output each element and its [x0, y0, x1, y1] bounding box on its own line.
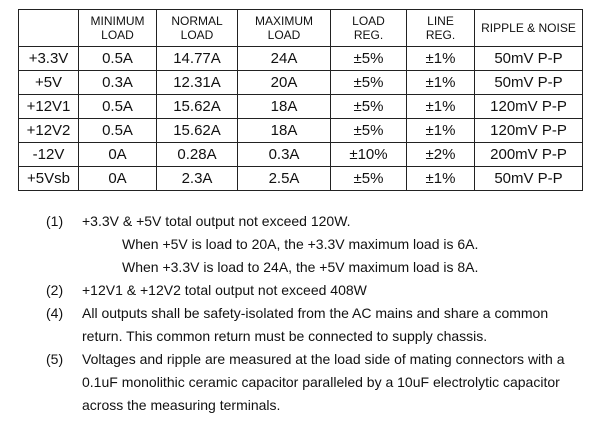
cell-min-load: 0.3A [79, 71, 157, 95]
note-subline: When +5V is load to 20A, the +3.3V maximum load is 6A. [122, 236, 479, 252]
cell-min-load: 0.5A [79, 119, 157, 143]
header-rail [19, 10, 79, 47]
cell-normal-load: 15.62A [157, 119, 238, 143]
cell-max-load: 2.5A [238, 167, 331, 191]
cell-min-load: 0.5A [79, 47, 157, 71]
note-text: All outputs shall be safety-isolated from the AC mains and share a common return. This common return must be connected to supply chassis. [82, 305, 549, 344]
cell-normal-load: 15.62A [157, 95, 238, 119]
cell-line-reg: ±1% [407, 47, 475, 71]
note-number: (1) [46, 213, 64, 229]
cell-min-load: 0A [79, 143, 157, 167]
cell-normal-load: 2.3A [157, 167, 238, 191]
cell-load-reg: ±5% [331, 119, 407, 143]
cell-ripple: 50mV P-P [475, 71, 583, 95]
note-text: Voltages and ripple are measured at the load side of mating connectors with a 0.1uF monolithic ceramic capacitor paralleled by a 10uF electrolytic capacitor across the measuring terminals. [82, 351, 565, 413]
cell-ripple: 120mV P-P [475, 95, 583, 119]
table-row [19, 95, 583, 119]
cell-ripple: 50mV P-P [475, 47, 583, 71]
note-text: +3.3V & +5V total output not exceed 120W. When +5V is load to 20A, the +3.3V maximum load is 6A. When +3.3V is load to 24A, the +5V maximum load is 8A. [82, 210, 594, 279]
cell-ripple: 200mV P-P [475, 143, 583, 167]
cell-max-load: 18A [238, 119, 331, 143]
header-normal-load: NORMAL LOAD [157, 10, 238, 47]
table-row [19, 119, 583, 143]
cell-normal-load: 12.31A [157, 71, 238, 95]
header-line-reg: LINE REG. [407, 10, 475, 47]
header-load-reg: LOAD REG. [331, 10, 407, 47]
note-number: (4) [46, 305, 64, 321]
cell-ripple: 50mV P-P [475, 167, 583, 191]
note-item [46, 302, 594, 348]
note-number: (2) [46, 282, 64, 298]
cell-normal-load: 0.28A [157, 143, 238, 167]
cell-load-reg: ±5% [331, 167, 407, 191]
cell-rail: +5Vsb [19, 167, 79, 191]
note-subline: When +3.3V is load to 24A, the +5V maximum load is 8A. [122, 259, 479, 275]
cell-max-load: 24A [238, 47, 331, 71]
cell-min-load: 0A [79, 167, 157, 191]
header-minimum-load: MINIMUM LOAD [79, 10, 157, 47]
header-maximum-load: MAXIMUM LOAD [238, 10, 331, 47]
cell-max-load: 20A [238, 71, 331, 95]
table-header-row [19, 10, 583, 47]
cell-rail: +12V2 [19, 119, 79, 143]
cell-line-reg: ±2% [407, 143, 475, 167]
cell-min-load: 0.5A [79, 95, 157, 119]
note-item [46, 210, 594, 279]
table-row [19, 47, 583, 71]
note-item [46, 348, 594, 417]
cell-rail: -12V [19, 143, 79, 167]
cell-load-reg: ±5% [331, 95, 407, 119]
cell-rail: +12V1 [19, 95, 79, 119]
cell-line-reg: ±1% [407, 119, 475, 143]
cell-ripple: 120mV P-P [475, 119, 583, 143]
header-ripple-noise: RIPPLE & NOISE [475, 10, 583, 47]
cell-load-reg: ±5% [331, 71, 407, 95]
cell-line-reg: ±1% [407, 71, 475, 95]
note-text: +12V1 & +12V2 total output not exceed 408W [82, 282, 367, 298]
note-item [46, 279, 594, 302]
table-row [19, 71, 583, 95]
power-spec-table [18, 9, 583, 191]
cell-line-reg: ±1% [407, 167, 475, 191]
notes-list [46, 210, 594, 417]
table-row [19, 143, 583, 167]
cell-max-load: 18A [238, 95, 331, 119]
note-number: (5) [46, 351, 64, 367]
cell-rail: +3.3V [19, 47, 79, 71]
table-row [19, 167, 583, 191]
cell-max-load: 0.3A [238, 143, 331, 167]
cell-load-reg: ±5% [331, 47, 407, 71]
cell-line-reg: ±1% [407, 95, 475, 119]
cell-normal-load: 14.77A [157, 47, 238, 71]
cell-load-reg: ±10% [331, 143, 407, 167]
cell-rail: +5V [19, 71, 79, 95]
